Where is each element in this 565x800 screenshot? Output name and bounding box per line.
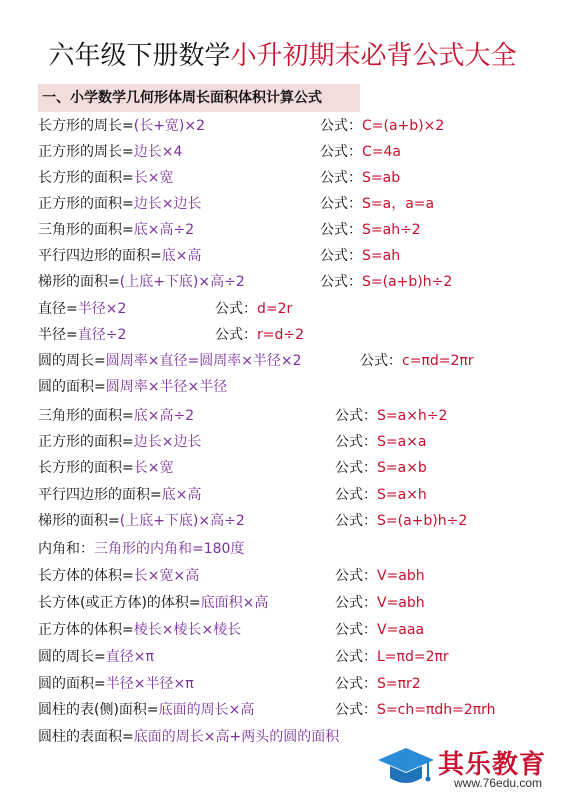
formula-block — [320, 168, 400, 188]
formula-block — [335, 485, 427, 505]
row-value: 长×宽 — [133, 170, 174, 186]
formula-block — [335, 511, 467, 531]
formula-label: 公式： — [335, 568, 377, 584]
formula-row — [38, 727, 339, 747]
formula-label: 公式： — [335, 595, 377, 611]
formula-value: C=(a+b)×2 — [362, 118, 445, 134]
formula-row — [38, 700, 254, 720]
row-value: 底×高 — [161, 248, 202, 264]
formula-label: 公式： — [335, 676, 377, 692]
formula-label: 公式： — [320, 222, 362, 238]
formula-value: V=aaa — [377, 622, 425, 638]
formula-value: S=a，a=a — [362, 196, 435, 212]
row-value: 底×高÷2 — [133, 408, 195, 424]
row-value: 底面的周长×高+两头的圆的面积 — [133, 729, 340, 745]
formula-label: 公式： — [320, 170, 362, 186]
title-part2: 小升初期末必背公式大全 — [230, 41, 517, 71]
formula-value: S=a×b — [377, 460, 427, 476]
formula-block — [360, 351, 474, 371]
formula-value: C=4a — [362, 144, 401, 160]
row-value: 直径×π — [105, 649, 154, 665]
row-value: 底×高÷2 — [133, 222, 195, 238]
row-label: 正方形的周长= — [38, 144, 134, 160]
formula-value: S=ah÷2 — [362, 222, 421, 238]
formula-block — [320, 194, 434, 214]
formula-block — [320, 220, 421, 240]
row-label: 三角形的面积= — [38, 222, 134, 238]
formula-label: 公式： — [215, 301, 257, 317]
formula-block — [320, 246, 400, 266]
formula-block — [320, 272, 452, 292]
row-label: 长方体(或正方体)的体积= — [38, 595, 201, 611]
formula-row — [38, 674, 194, 694]
formula-row — [38, 246, 201, 266]
formula-row — [38, 299, 126, 319]
row-label: 正方形的面积= — [38, 196, 134, 212]
formula-value: S=πr2 — [377, 676, 421, 692]
formula-row — [38, 485, 201, 505]
formula-row — [38, 458, 173, 478]
graduation-cap-icon — [376, 746, 436, 790]
row-label: 长方形的面积= — [38, 460, 134, 476]
row-value: 长×宽×高 — [133, 568, 200, 584]
formula-row — [38, 620, 241, 640]
formula-label: 公式： — [335, 408, 377, 424]
formula-value: V=abh — [377, 595, 425, 611]
row-label: 内角和： — [38, 541, 94, 557]
row-label: 圆柱的表(侧)面积= — [38, 702, 159, 718]
row-value: 底面的周长×高 — [158, 702, 255, 718]
formula-label: 公式： — [335, 702, 377, 718]
formula-block — [335, 647, 449, 667]
formula-value: S=ab — [362, 170, 401, 186]
formula-label: 公式： — [360, 353, 402, 369]
formula-label: 公式： — [320, 196, 362, 212]
formula-row — [38, 325, 126, 345]
row-value: 圆周率×直径=圆周率×半径×2 — [105, 353, 302, 369]
row-value: 底×高 — [161, 487, 202, 503]
row-value: 边长×边长 — [133, 434, 202, 450]
row-value: (长+宽)×2 — [133, 118, 206, 134]
formula-block — [335, 566, 425, 586]
formula-block — [335, 700, 496, 720]
formula-value: L=πd=2πr — [377, 649, 449, 665]
row-label: 半径= — [38, 327, 78, 343]
row-label: 正方形的面积= — [38, 434, 134, 450]
row-value: (上底+下底)×高÷2 — [119, 274, 245, 290]
formula-row — [38, 593, 268, 613]
formula-block — [335, 593, 425, 613]
formula-row — [38, 377, 227, 397]
row-value: 边长×边长 — [133, 196, 202, 212]
row-value: 边长×4 — [133, 144, 183, 160]
formula-label: 公式： — [320, 248, 362, 264]
row-label: 三角形的面积= — [38, 408, 134, 424]
row-label: 梯形的面积= — [38, 274, 120, 290]
row-label: 正方体的体积= — [38, 622, 134, 638]
row-value: 圆周率×半径×半径 — [105, 379, 228, 395]
formula-block — [335, 406, 447, 426]
formula-value: S=a×h — [377, 487, 427, 503]
formula-label: 公式： — [320, 274, 362, 290]
formula-row — [38, 511, 245, 531]
brand-name: 其乐教育 — [438, 750, 547, 780]
brand-url: www.76edu.com — [454, 776, 543, 790]
formula-row — [38, 566, 199, 586]
formula-value: S=a×h÷2 — [377, 408, 448, 424]
formula-label: 公式： — [335, 487, 377, 503]
row-value: 长×宽 — [133, 460, 174, 476]
row-label: 圆的周长= — [38, 649, 106, 665]
row-value: 棱长×棱长×棱长 — [133, 622, 242, 638]
title-part1: 六年级下册数学 — [48, 41, 231, 71]
formula-block — [335, 674, 421, 694]
formula-row — [38, 142, 182, 162]
formula-label: 公式： — [215, 327, 257, 343]
formula-block — [320, 116, 444, 136]
row-value: 半径×半径×π — [105, 676, 194, 692]
formula-block — [335, 432, 427, 452]
formula-value: c=πd=2πr — [402, 353, 474, 369]
row-label: 圆的面积= — [38, 676, 106, 692]
formula-row — [38, 406, 194, 426]
formula-value: S=(a+b)h÷2 — [377, 513, 468, 529]
formula-row — [38, 647, 154, 667]
formula-row — [38, 220, 194, 240]
formula-block — [215, 325, 304, 345]
formula-label: 公式： — [335, 649, 377, 665]
row-label: 梯形的面积= — [38, 513, 120, 529]
formula-row — [38, 194, 201, 214]
formula-label: 公式： — [335, 434, 377, 450]
row-value: 底面积×高 — [200, 595, 269, 611]
row-label: 圆的周长= — [38, 353, 106, 369]
formula-value: S=ah — [362, 248, 401, 264]
row-value: 直径÷2 — [77, 327, 127, 343]
formula-label: 公式： — [320, 118, 362, 134]
brand-logo — [376, 740, 560, 796]
formula-block — [320, 142, 401, 162]
row-label: 圆柱的表面积= — [38, 729, 134, 745]
section-title: 一、小学数学几何形体周长面积体积计算公式 — [42, 90, 322, 106]
row-label: 圆的面积= — [38, 379, 106, 395]
formula-row — [38, 168, 173, 188]
formula-row — [38, 272, 245, 292]
formula-label: 公式： — [320, 144, 362, 160]
formula-row — [38, 116, 205, 136]
row-label: 长方体的体积= — [38, 568, 134, 584]
row-value: 三角形的内角和=180度 — [94, 541, 245, 557]
formula-row — [38, 351, 302, 371]
formula-value: r=d÷2 — [257, 327, 305, 343]
row-label: 长方形的面积= — [38, 170, 134, 186]
formula-block — [335, 620, 424, 640]
page-title — [0, 40, 565, 72]
formula-block — [215, 299, 292, 319]
formula-value: S=a×a — [377, 434, 427, 450]
row-label: 直径= — [38, 301, 78, 317]
row-value: 半径×2 — [77, 301, 127, 317]
formula-value: d=2r — [257, 301, 293, 317]
formula-label: 公式： — [335, 460, 377, 476]
formula-row — [38, 539, 244, 559]
formula-block — [335, 458, 427, 478]
formula-value: V=abh — [377, 568, 425, 584]
formula-label: 公式： — [335, 513, 377, 529]
formula-value: S=(a+b)h÷2 — [362, 274, 453, 290]
formula-value: S=ch=πdh=2πrh — [377, 702, 496, 718]
row-label: 平行四边形的面积= — [38, 487, 162, 503]
row-label: 长方形的周长= — [38, 118, 134, 134]
formula-label: 公式： — [335, 622, 377, 638]
row-value: (上底+下底)×高÷2 — [119, 513, 245, 529]
formula-row — [38, 432, 201, 452]
row-label: 平行四边形的面积= — [38, 248, 162, 264]
